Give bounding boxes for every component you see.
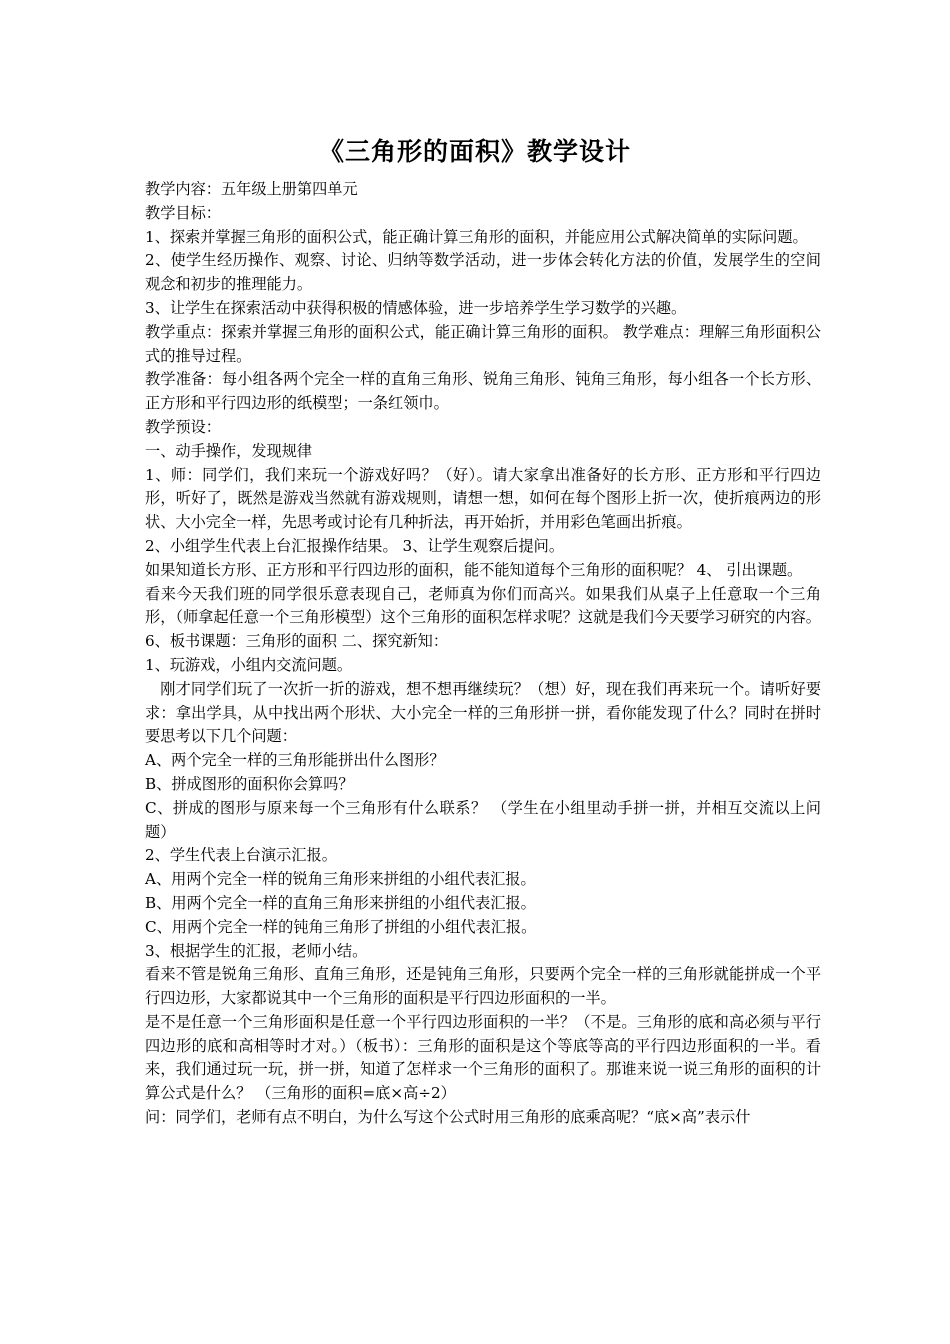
paragraph-final-question: 问：同学们，老师有点不明白，为什么写这个公式时用三角形的底乘高呢？“底×高”表示什: [145, 1108, 751, 1127]
paragraph-report-a: A、用两个完全一样的锐角三角形来拼组的小组代表汇报。: [145, 870, 536, 889]
paragraph-formula: 是不是任意一个三角形面积是任意一个平行四边形面积的一半？（不是。三角形的底和高必须与平行四边形的底和高相等时才对。）（板书）：三角形的面积是这个等底等高的平行四边形面积的一半。看来，我们通过玩一玩，拼一拼，知道了怎样求一个三角形的面积了。那谁来说一说三角形的面积的计算公式是什么？ （三角形的面积=底×高÷2）: [145, 1012, 821, 1103]
paragraph-goal-3: 3、让学生在探索活动中获得积极的情感体验，进一步培养学生学习数学的兴趣。: [145, 298, 687, 317]
document-title: 《三角形的面积》教学设计: [318, 137, 631, 166]
paragraph-summary: 看来不管是锐角三角形、直角三角形，还是钝角三角形，只要两个完全一样的三角形就能拼成一个平行四边形，大家都说其中一个三角形的面积是平行四边形面积的一半。: [145, 965, 821, 1008]
paragraph-section-1: 一、动手操作，发现规律: [145, 441, 313, 460]
document-body: [145, 178, 821, 1130]
paragraph-report-c: C、用两个完全一样的钝角三角形了拼组的小组代表汇报。: [145, 917, 537, 936]
paragraph-report: 2、学生代表上台演示汇报。: [145, 846, 337, 865]
paragraph-summary-heading: 3、根据学生的汇报，老师小结。: [145, 941, 368, 960]
paragraph-key-points: 教学重点：探索并掌握三角形的面积公式，能正确计算三角形的面积。 教学难点：理解三角形面积公式的推导过程。: [145, 322, 821, 365]
paragraph-goal-2: 2、使学生经历操作、观察、讨论、归纳等数学活动，进一步体会转化方法的价值，发展学生的空间观念和初步的推理能力。: [145, 251, 821, 294]
paragraph-question-b: B、拼成图形的面积你会算吗？: [145, 774, 354, 793]
paragraph-game-instructions: 刚才同学们玩了一次折一折的游戏，想不想再继续玩？（想）好，现在我们再来玩一个。请听好要求：拿出学具，从中找出两个形状、大小完全一样的三角形拼一拼，看你能发现了什么？同时在拼时要思考以下几个问题：: [145, 679, 821, 746]
paragraph-step-1: 1、师：同学们，我们来玩一个游戏好吗？（好）。请大家拿出准备好的长方形、正方形和平行四边形，听好了，既然是游戏当然就有游戏规则，请想一想，如何在每个图形上折一次，使折痕两边的形状、大小完全一样，先思考或讨论有几种折法，再开始折，并用彩色笔画出折痕。: [145, 465, 821, 532]
paragraph-plan-heading: 教学预设：: [145, 417, 221, 436]
paragraph-question: 如果知道长方形、正方形和平行四边形的面积，能不能知道每个三角形的面积呢？ 4、 引出课题。: [145, 560, 803, 579]
paragraph-game: 1、玩游戏，小组内交流问题。: [145, 655, 353, 674]
paragraph-goal-1: 1、探索并掌握三角形的面积公式，能正确计算三角形的面积，并能应用公式解决简单的实际问题。: [145, 227, 808, 246]
paragraph-preparation: 教学准备：每小组各两个完全一样的直角三角形、锐角三角形、钝角三角形，每小组各一个长方形、正方形和平行四边形的纸模型；一条红领巾。: [145, 370, 821, 413]
paragraph-question-a: A、两个完全一样的三角形能拼出什么图形？: [145, 751, 445, 770]
paragraph-report-b: B、用两个完全一样的直角三角形来拼组的小组代表汇报。: [145, 893, 536, 912]
paragraph-step-2-3: 2、小组学生代表上台汇报操作结果。 3、让学生观察后提问。: [145, 536, 565, 555]
paragraph-question-c: C、拼成的图形与原来每一个三角形有什么联系？ （学生在小组里动手拼一拼，并相互交流以上问题）: [145, 798, 821, 841]
paragraph-content: 教学内容：五年级上册第四单元: [145, 180, 358, 198]
paragraph-intro: 看来今天我们班的同学很乐意表现自己，老师真为你们而高兴。如果我们从桌子上任意取一个三角形，（师拿起任意一个三角形模型）这个三角形的面积怎样求呢？这就是我们今天要学习研究的内容。 6、板书课题：三角形的面积 二、探究新知：: [145, 584, 821, 651]
paragraph-goals-heading: 教学目标：: [145, 203, 221, 222]
